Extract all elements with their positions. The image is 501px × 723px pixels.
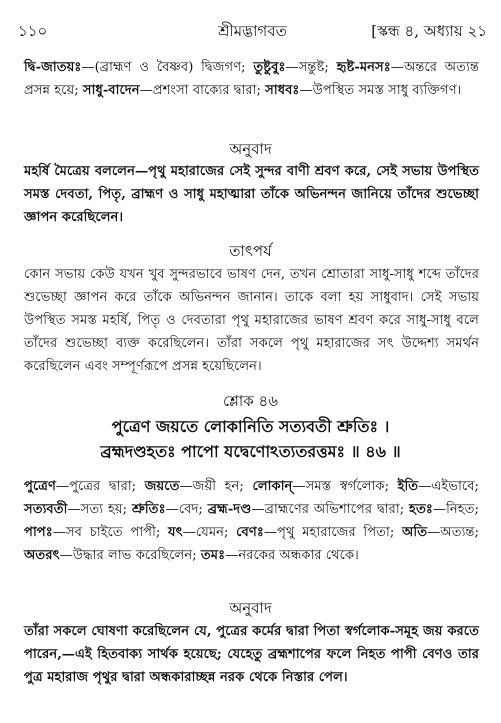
- term: সাধু-বাদেন: [82, 83, 140, 98]
- term: পাপঃ: [24, 525, 53, 540]
- term: পুত্রেণ: [24, 479, 56, 494]
- term: অতি: [402, 525, 428, 540]
- translation-text: মহর্ষি মৈত্রেয় বললেন—পৃথু মহারাজের সেই সুন্দর বাণী শ্রবণ করে, সেই সভায় উপস্থিত সমস্ত দেবতা, পিতৃ, ব্রাহ্মণ ও সাধু মহাত্মারা তাঁকে অভিনন্দন জানিয়ে তাঁদের শুভেচ্ছা জ্ঞাপন করেছিলেন।: [24, 164, 479, 225]
- translation2-heading: অনুবাদ: [229, 599, 272, 617]
- term-meaning: —সব চাইতে পাপী;: [52, 525, 169, 540]
- term: ব্রহ্ম-দণ্ড: [207, 502, 252, 517]
- term: সাধবঃ: [265, 83, 300, 98]
- term: ইতি: [397, 479, 419, 494]
- translation2-text: তাঁরা সকলে ঘোষণা করেছিলেন যে, পুত্রের কর্মের দ্বারা পিতা স্বর্গলোক-সমূহ জয় করতে পারেন,—এই হিতবাক্য সার্থক হয়েছে; যেহেতু ব্রহ্মশাপের ফলে নিহত পাপী বেণও তার পুত্র মহারাজ পৃথুর দ্বারা অন্ধকারাচ্ছন্ন নরক থেকে নিস্তার পেল।: [24, 624, 479, 685]
- term-meaning: —ব্রাহ্মণের অভিশাপের দ্বারা;: [251, 502, 410, 517]
- purport-heading: তাৎপর্য: [229, 242, 272, 260]
- word-meanings-top: [24, 56, 479, 102]
- term: জয়তে: [144, 479, 180, 494]
- term: হতঃ: [409, 502, 433, 517]
- term: সত্যবতী: [24, 502, 68, 517]
- term: হৃষ্ট-মনসঃ: [336, 60, 391, 75]
- term: অতরৎ: [24, 548, 60, 563]
- term: শ্রুতিঃ: [131, 502, 166, 517]
- term-meaning: —সন্তুষ্ট;: [285, 60, 337, 75]
- term: তুষ্টুবুঃ: [253, 60, 286, 75]
- purport-text: কোন সভায় কেউ যখন খুব সুন্দরভাবে ভাষণ দেন, তখন শ্রোতারা সাধু-সাধু শব্দে তাঁদের শুভেচ্ছা জ্ঞাপন করে তাঁকে অভিনন্দন জানান। তাকে বলা হয় সাধুবাদ। সেই সভায় উপস্থিত সমস্ত মহর্ষি, পিতৃ ও দেবতারা পৃথু মহারাজের ভাষণ শ্রবণ করে সাধু-সাধু বলে তাঁদের শুভেচ্ছা ব্যক্ত করেছিলেন। তাঁরা সকলে পৃথু মহারাজের সৎ উদ্দেশ্য সমর্থন করেছিলেন এবং সম্পূর্ণরূপে প্রসন্ন হয়েছিলেন।: [24, 267, 479, 374]
- page-header: [18, 20, 487, 44]
- term-meaning: —বেদ;: [165, 502, 208, 517]
- term-meaning: —সত্য হয়;: [67, 502, 132, 517]
- term-meaning: —উপস্থিত সমস্ত সাধু ব্যক্তিগণ।: [299, 83, 462, 98]
- book-title: শ্রীমদ্ভাগবত: [218, 22, 287, 40]
- term-meaning: —উদ্ধার লাভ করেছিলেন;: [59, 548, 201, 563]
- verse-line-2: ব্রহ্মদণ্ডহতঃ পাপো যদ্বেণোঽত্যতরত্তমঃ ॥ ৪৬ ॥: [100, 442, 401, 461]
- term-meaning: —পুত্রের দ্বারা;: [55, 479, 145, 494]
- term: লোকান্: [252, 479, 293, 494]
- term-meaning: —নরকের অন্ধকার থেকে।: [225, 548, 359, 563]
- chapter-reference: [স্কন্ধ ৪, অধ্যায় ২১: [371, 22, 487, 40]
- term: দ্বি-জাতয়ঃ: [24, 60, 82, 75]
- verse-line-1: পুত্রেণ জয়তে লোকানিতি সত্যবতী শ্রুতিঃ ।: [111, 417, 390, 436]
- term-meaning: —জয়ী হন;: [179, 479, 253, 494]
- term: বেণঃ: [236, 525, 264, 540]
- translation-heading: অনুবাদ: [229, 140, 272, 158]
- term-meaning: —সমস্ত স্বর্গলোক;: [292, 479, 398, 494]
- term-meaning: —যেমন;: [182, 525, 237, 540]
- term-meaning: —অত্যন্ত;: [427, 525, 479, 540]
- term: তমঃ: [200, 548, 226, 563]
- term-meaning: —অন্তরে অত্যন্ত প্রসন্ন হয়ে;: [24, 60, 479, 98]
- term-meaning: —প্রশংসা বাক্যের দ্বারা;: [139, 83, 266, 98]
- word-meanings-verse: [24, 475, 479, 567]
- page-number: ১১০: [18, 22, 48, 40]
- verse-label: শ্লোক ৪৬: [223, 392, 278, 410]
- term-meaning: —(ব্রাহ্মণ ও বৈষ্ণব) দ্বিজগণ;: [81, 60, 254, 75]
- term-meaning: —এইভাবে;: [418, 479, 479, 494]
- term: যৎ: [168, 525, 183, 540]
- term-meaning: —নিহত;: [432, 502, 479, 517]
- term-meaning: —পৃথু মহারাজের পিতা;: [263, 525, 403, 540]
